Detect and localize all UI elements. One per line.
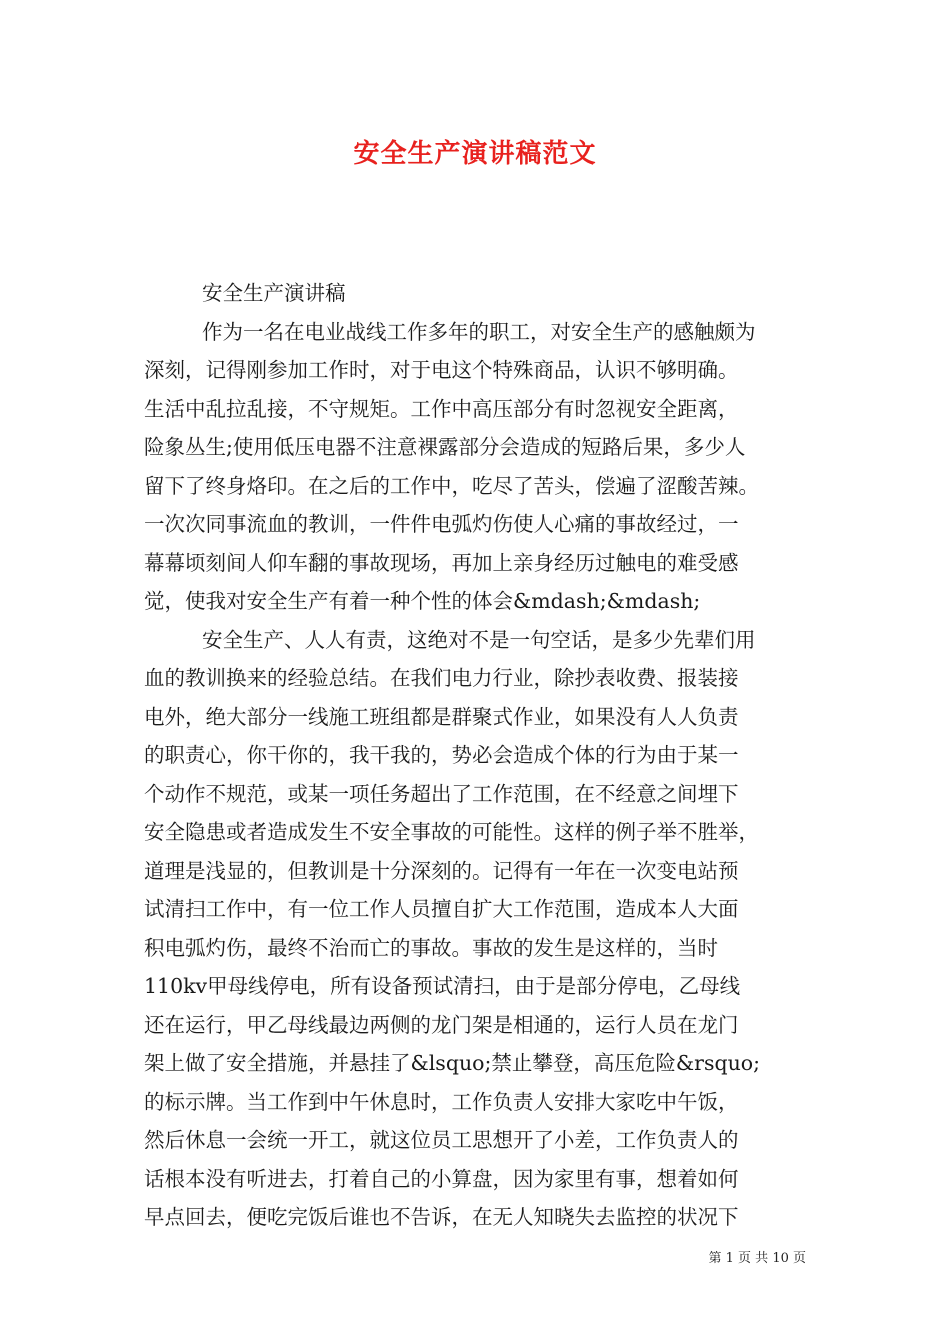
text-line: 积电弧灼伤，最终不治而亡的事故。事故的发生是这样的，当时 [144,935,718,960]
text-line: 的标示牌。当工作到中午休息时，工作负责人安排大家吃中午饭， [144,1089,739,1114]
text-line: 话根本没有听进去，打着自己的小算盘，因为家里有事，想着如何 [144,1166,739,1191]
text-line: 险象丛生;使用低压电器不注意裸露部分会造成的短路后果，多少人 [144,435,746,459]
text-line: 安全生产演讲稿 [202,281,346,305]
text-line: 110kv甲母线停电，所有设备预试清扫，由于是部分停电，乙母线 [144,974,741,998]
text-line: 安全隐患或者造成发生不安全事故的可能性。这样的例子举不胜举， [144,820,759,844]
text-line: 架上做了安全措施，并悬挂了&lsquo;禁止攀登，高压危险&rsquo; [144,1051,761,1075]
page-number: 第 1 页 共 10 页 [708,1251,806,1266]
text-line: 一次次同事流血的教训，一件件电弧灼伤使人心痛的事故经过，一 [144,512,739,536]
text-line: 的职责心，你干你的，我干我的，势必会造成个体的行为由于某一 [144,743,739,767]
text-line: 还在运行，甲乙母线最边两侧的龙门架是相通的，运行人员在龙门 [144,1012,739,1037]
text-line: 留下了终身烙印。在之后的工作中，吃尽了苦头，偿遍了涩酸苦辣。 [144,473,759,498]
text-line: 血的教训换来的经验总结。在我们电力行业，除抄表收费、报装接 [144,666,739,690]
document-title: 安全生产演讲稿范文 [353,139,597,169]
text-line: 早点回去，便吃完饭后谁也不告诉，在无人知晓失去监控的状况下 [144,1205,739,1229]
text-line: 个动作不规范，或某一项任务超出了工作范围，在不经意之间埋下 [144,781,739,806]
text-line: 然后休息一会统一开工，就这位员工思想开了小差，工作负责人的 [144,1128,739,1152]
text-line: 深刻，记得刚参加工作时，对于电这个特殊商品，认识不够明确。 [144,358,739,382]
text-line: 试清扫工作中，有一位工作人员擅自扩大工作范围，造成本人大面 [144,897,739,921]
text-line: 幕幕顷刻间人仰车翻的事故现场，再加上亲身经历过触电的难受感 [144,550,739,575]
text-line: 电外，绝大部分一线施工班组都是群聚式作业，如果没有人人负责 [144,704,739,729]
text-line: 觉，使我对安全生产有着一种个性的体会&mdash;&mdash; [144,589,701,613]
text-line: 安全生产、人人有责，这绝对不是一句空话，是多少先辈们用 [202,627,756,652]
text-line: 生活中乱拉乱接，不守规矩。工作中高压部分有时忽视安全距离， [144,396,739,421]
text-line: 道理是浅显的，但教训是十分深刻的。记得有一年在一次变电站预 [144,858,739,883]
text-line: 作为一名在电业战线工作多年的职工，对安全生产的感触颇为 [202,319,756,344]
document-body [144,274,808,1237]
